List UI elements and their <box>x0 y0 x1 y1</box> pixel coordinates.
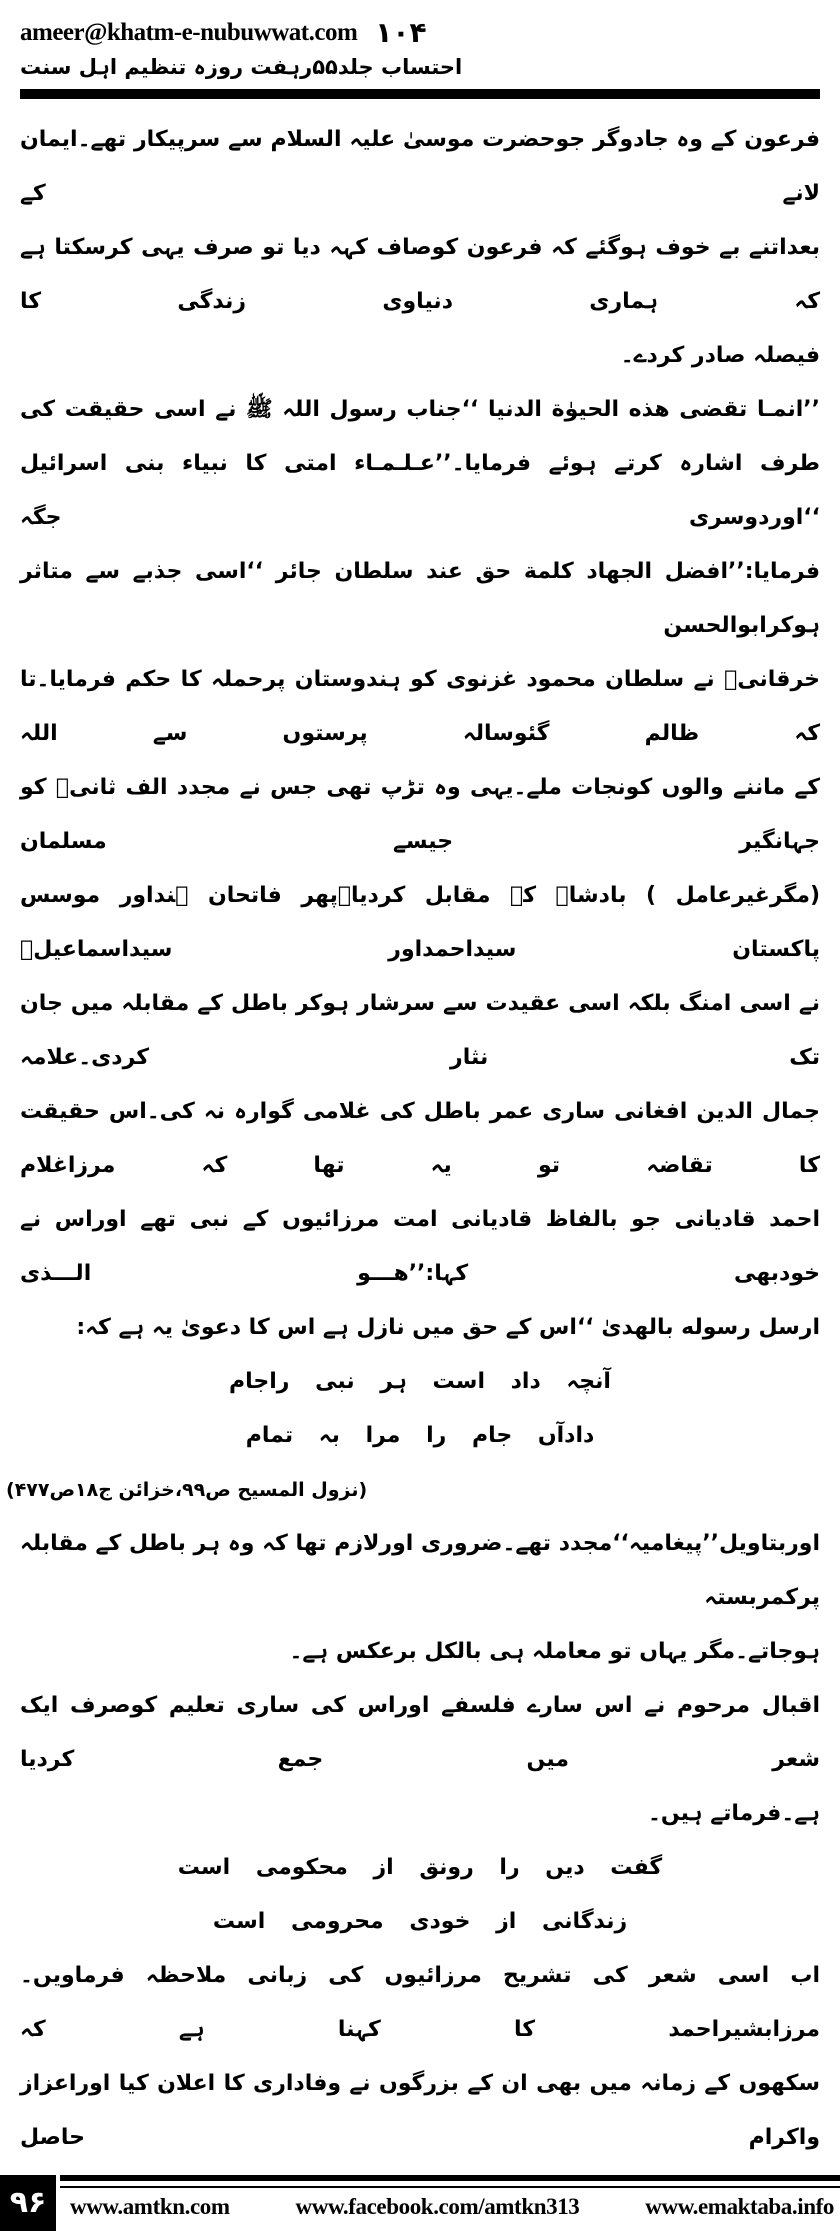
header-title: احتساب جلد۵۵رہفت روزہ تنظیم اہل سنت <box>20 55 463 79</box>
text-line: احمد قادیانی جو بالفاظ قادیانی امت مرزائیوں کے نبی تھے اوراس نے خودبھی کہا:’’هـــو الـــذی <box>20 1207 820 1286</box>
citation: (نزول المسیح ص۹۹،خزائن ج۱۸ص۴۷۷) <box>6 1479 368 1501</box>
text-line: خرقانیؒ نے سلطان محمود غزنوی کو ہندوستان پرحملہ کا حکم فرمایا۔تا کہ ظالم گئوسالہ پرستوں سے اللہ <box>20 667 820 746</box>
text-line: فرعون کے وہ جادوگر جوحضرت موسیٰ علیہ السلام سے سرپیکار تھے۔ایمان لانے کے <box>20 127 820 206</box>
page-footer <box>0 2175 840 2231</box>
text-line: اب اسی شعر کی تشریح مرزائیوں کی زبانی ملاحظہ فرماویں۔مرزابشیراحمد کا کہنا ہے کہ <box>20 1963 820 2042</box>
text-line-end: فیصلہ صادر کردے۔ <box>620 343 820 368</box>
footer-page-number: ۹۶ <box>0 2175 56 2231</box>
text-line: جمال الدین افغانی ساری عمر باطل کی غلامی گوارہ نہ کی۔اس حقیقت کا تقاضہ تو یہ تھا کہ مرزاغلام <box>20 1099 820 1178</box>
text-line: ’’انمـا تقضی هذه الحیوٰة الدنیا ‘‘جناب رسول اللہ ﷺ نے اسی حقیقت کی <box>20 397 820 422</box>
header-page-number: ۱۰۴ <box>375 16 427 49</box>
page-header <box>0 0 840 79</box>
verse-line: گفت دیں را رونق از محکومی است <box>177 1855 663 1880</box>
text-line: بعداتنے بے خوف ہوگئے کہ فرعون کوصاف کہہ دیا تو صرف یہی کرسکتا ہے کہ ہماری دنیاوی زندگی کا <box>20 235 820 314</box>
text-line-end: ارسل رسوله بالهدیٰ ‘‘اس کے حق میں نازل ہے اس کا دعویٰ یہ ہے کہ: <box>76 1315 820 1340</box>
verse-line: آنچہ داد است ہر نبی راجام <box>229 1369 611 1394</box>
text-line: کے ماننے والوں کونجات ملے۔یہی وہ تڑپ تھی جس نے مجدد الف ثانیؒ کو جہانگیر جیسے مسلمان <box>20 775 820 854</box>
text-line-end: ہوجاتے۔مگر یہاں تو معاملہ ہی بالکل برعکس ہے۔ <box>289 1639 820 1664</box>
text-line: اقبال مرحوم نے اس سارے فلسفے اوراس کی ساری تعلیم کوصرف ایک شعر میں جمع کردیا <box>20 1693 820 1772</box>
text-line-end: ہے۔فرماتے ہیں۔ <box>647 1801 820 1826</box>
header-email: ameer@khatm-e-nubuwwat.com <box>20 18 358 46</box>
article-body <box>0 113 840 2165</box>
verse-line: دادآں جام را مرا بہ تمام <box>245 1423 595 1448</box>
text-line: طرف اشارہ کرتے ہوئے فرمایا۔’’عـلـمـاء امتی کا نبیاء بنی اسرائیل ‘‘اوردوسری جگہ <box>20 451 820 530</box>
footer-rule-thick <box>60 2175 840 2181</box>
text-line: سکھوں کے زمانہ میں بھی ان کے بزرگوں نے وفاداری کا اعلان کیا اوراعزاز واکرام حاصل <box>20 2071 820 2150</box>
text-line: (مگرغیرعامل ) بادشاہ کے مقابل کردیا۔پھر فاتحان ہنداور موسس پاکستان سیداحمداور سیداسماعیلؒ <box>20 883 820 962</box>
header-rule <box>20 89 820 99</box>
footer-main <box>56 2175 840 2231</box>
text-line: فرمایا:’’افضل الجهاد کلمة حق عند سلطان جائر ‘‘اسی جذبے سے متاثر ہوکرابوالحسن <box>20 559 820 638</box>
text-line: اوربتاویل’’پیغامیہ‘‘مجدد تھے۔ضروری اورلازم تھا کہ وہ ہر باطل کے مقابلہ پرکمربستہ <box>20 1531 820 1610</box>
verse-line: زندگانی از خودی محرومی است <box>212 1909 628 1934</box>
header-left-group <box>20 16 427 49</box>
footer-urls: www.amtkn.com www.facebook.com/amtkn313 www.emaktaba.info <box>70 2194 834 2219</box>
text-line: نے اسی امنگ بلکہ اسی عقیدت سے سرشار ہوکر باطل کے مقابلہ میں جان تک نثار کردی۔علامہ <box>20 991 820 1070</box>
